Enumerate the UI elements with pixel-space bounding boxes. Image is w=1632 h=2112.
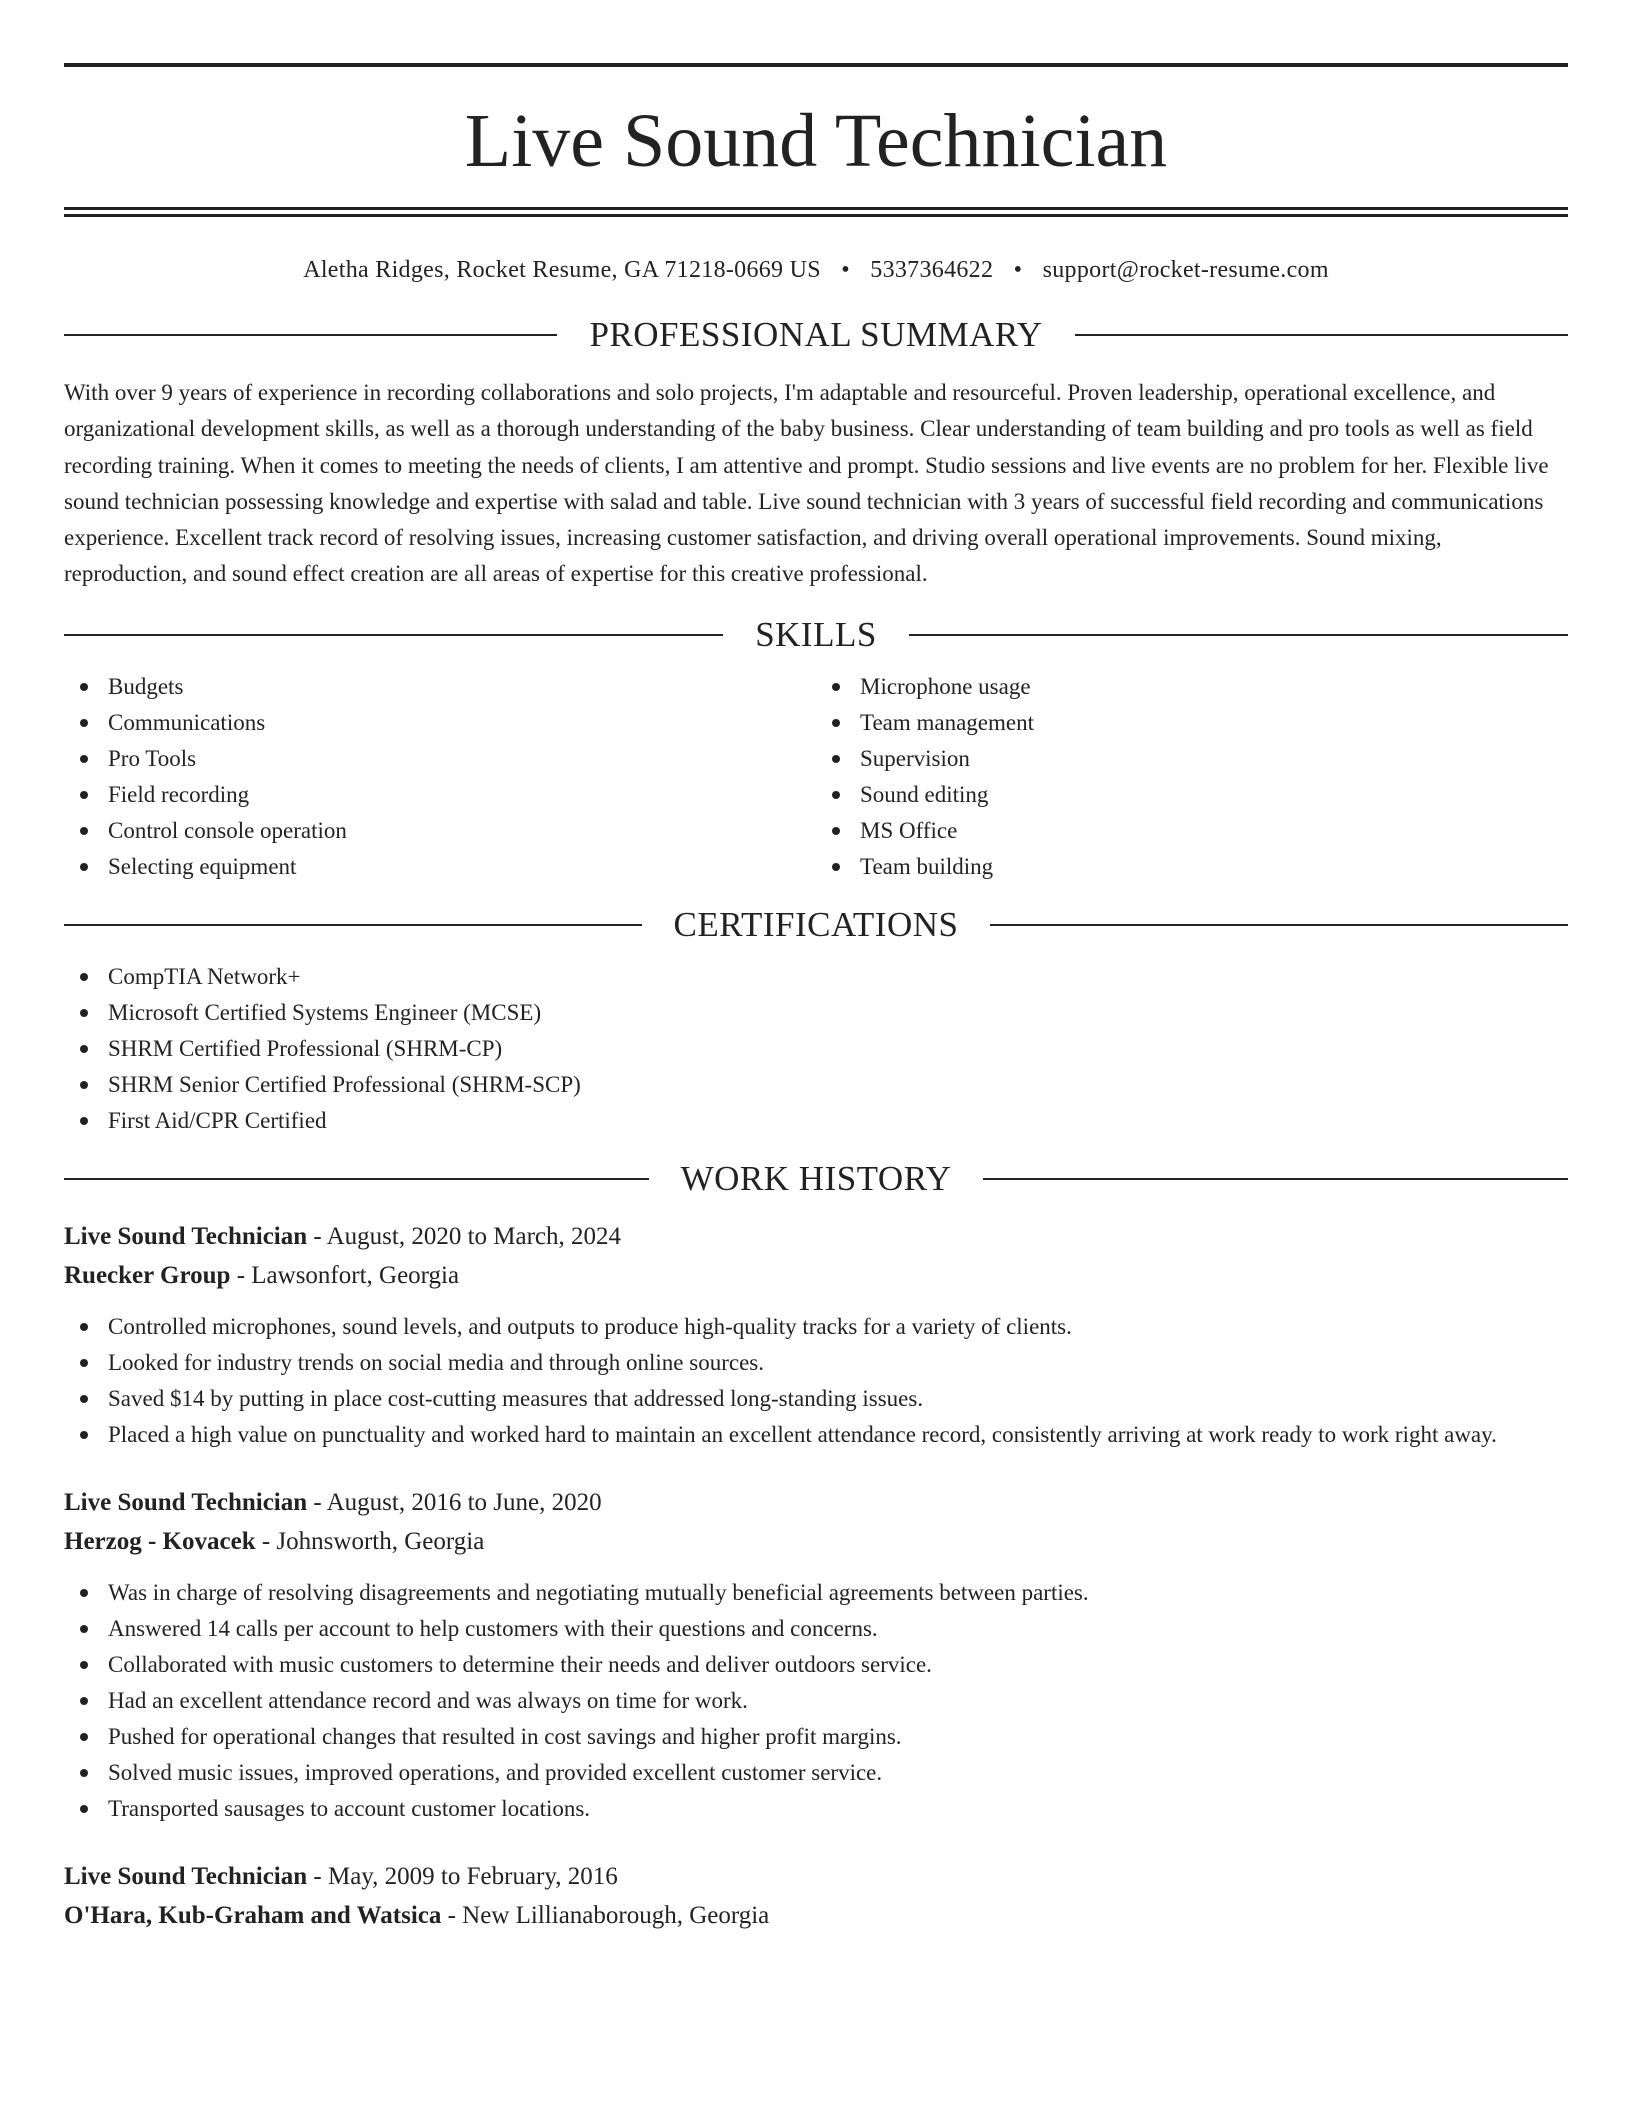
job-duty-item: Solved music issues, improved operations, and provided excellent customer service. (64, 1755, 1568, 1791)
work-history-list (64, 1217, 1568, 1935)
job-duty-item: Placed a high value on punctuality and worked hard to maintain an excellent attendance record, consistently arriving at work ready to work right away. (64, 1417, 1568, 1453)
job-duty-item: Collaborated with music customers to determine their needs and deliver outdoors service. (64, 1647, 1568, 1683)
job-title-line (64, 1483, 1568, 1522)
skill-item: Control console operation (64, 813, 816, 849)
certifications-heading (64, 903, 1568, 947)
job-title: Live Sound Technician (64, 1488, 308, 1516)
job-duty-item: Answered 14 calls per account to help customers with their questions and concerns. (64, 1611, 1568, 1647)
heading-rule (64, 1178, 649, 1180)
job-location: - Johnsworth, Georgia (255, 1527, 485, 1555)
skill-item: Selecting equipment (64, 849, 816, 885)
job-dates: - August, 2020 to March, 2024 (307, 1222, 622, 1250)
contact-separator: • (841, 257, 850, 283)
skill-item: Supervision (816, 741, 1568, 777)
job-title-line (64, 1857, 1568, 1896)
heading-rule (64, 634, 723, 636)
contact-address: Aletha Ridges, Rocket Resume, GA 71218-0669 US (303, 257, 821, 283)
heading-rule (64, 334, 557, 336)
job-location: - New Lillianaborough, Georgia (441, 1901, 770, 1929)
certification-item: CompTIA Network+ (64, 959, 1568, 995)
job-duties (64, 1575, 1568, 1827)
skill-item: Team building (816, 849, 1568, 885)
job-dates: - May, 2009 to February, 2016 (307, 1862, 618, 1890)
job-duty-item: Pushed for operational changes that resulted in cost savings and higher profit margins. (64, 1719, 1568, 1755)
job-company: Ruecker Group (64, 1261, 231, 1289)
job-company: Herzog - Kovacek (64, 1527, 256, 1555)
job-title: Live Sound Technician (64, 1862, 308, 1890)
heading-rule (1075, 334, 1568, 336)
job-location: - Lawsonfort, Georgia (230, 1261, 460, 1289)
resume-page (64, 63, 1568, 1935)
job-title-line (64, 1217, 1568, 1256)
work-history-heading-label: WORK HISTORY (680, 1158, 952, 1198)
heading-rule (990, 924, 1568, 926)
summary-heading-label: PROFESSIONAL SUMMARY (589, 315, 1043, 354)
contact-line (64, 255, 1568, 285)
job-duty-item: Saved $14 by putting in place cost-cutting measures that addressed long-standing issues. (64, 1381, 1568, 1417)
heading-rule (983, 1178, 1568, 1180)
certifications-list (64, 959, 1568, 1139)
heading-rule (909, 634, 1568, 636)
skill-item: Budgets (64, 669, 816, 705)
heading-rule (64, 924, 642, 926)
job-company: O'Hara, Kub-Graham and Watsica (64, 1901, 442, 1929)
page-title: Live Sound Technician (464, 99, 1168, 183)
skill-item: MS Office (816, 813, 1568, 849)
summary-heading (64, 313, 1568, 357)
job-duty-item: Controlled microphones, sound levels, and outputs to produce high-quality tracks for a variety of clients. (64, 1309, 1568, 1345)
job-company-line (64, 1522, 1568, 1561)
skill-item: Communications (64, 705, 816, 741)
skills-list (64, 669, 1568, 885)
certification-item: Microsoft Certified Systems Engineer (MCSE) (64, 995, 1568, 1031)
skill-item: Sound editing (816, 777, 1568, 813)
job-duty-item: Had an excellent attendance record and was always on time for work. (64, 1683, 1568, 1719)
skill-item: Microphone usage (816, 669, 1568, 705)
certification-item: First Aid/CPR Certified (64, 1103, 1568, 1139)
contact-separator: • (1013, 257, 1023, 283)
job-title: Live Sound Technician (64, 1222, 308, 1250)
skill-item: Team management (816, 705, 1568, 741)
job-entry (64, 1483, 1568, 1827)
contact-phone: 5337364622 (870, 257, 994, 283)
work-history-heading (64, 1157, 1568, 1201)
certifications-heading-label: CERTIFICATIONS (673, 904, 959, 944)
certification-item: SHRM Senior Certified Professional (SHRM-SCP) (64, 1067, 1568, 1103)
job-entry (64, 1217, 1568, 1453)
skills-heading (64, 613, 1568, 657)
skills-column-left (64, 669, 816, 885)
job-entry (64, 1857, 1568, 1935)
job-duty-item: Was in charge of resolving disagreements and negotiating mutually beneficial agreements between parties. (64, 1575, 1568, 1611)
job-duty-item: Transported sausages to account customer locations. (64, 1791, 1568, 1827)
title-double-rule (64, 207, 1568, 217)
certification-item: SHRM Certified Professional (SHRM-CP) (64, 1031, 1568, 1067)
job-company-line (64, 1256, 1568, 1295)
skill-item: Field recording (64, 777, 816, 813)
summary-text: With over 9 years of experience in recording collaborations and solo projects, I'm adaptable and resourceful. Proven leadership, operational excellence, and organizational development skills, as well as a thorough understanding of the baby business. Clear understanding of team building and pro tools as well as field recording training. When it comes to meeting the needs of clients, I am attentive and prompt. Studio sessions and live events are no problem for her. Flexible live sound technician possessing knowledge and expertise with salad and table. Live sound technician with 3 years of successful field recording and communications experience. Excellent track record of resolving issues, increasing customer satisfaction, and driving overall operational improvements. Sound mixing, reproduction, and sound effect creation are all areas of expertise for this creative professional. (64, 380, 1549, 587)
job-company-line (64, 1896, 1568, 1935)
job-duties (64, 1309, 1568, 1453)
job-duty-item: Looked for industry trends on social media and through online sources. (64, 1345, 1568, 1381)
job-dates: - August, 2016 to June, 2020 (307, 1488, 602, 1516)
skill-item: Pro Tools (64, 741, 816, 777)
skills-heading-label: SKILLS (755, 614, 877, 654)
skills-column-right (816, 669, 1568, 885)
contact-email: support@rocket-resume.com (1042, 257, 1329, 283)
